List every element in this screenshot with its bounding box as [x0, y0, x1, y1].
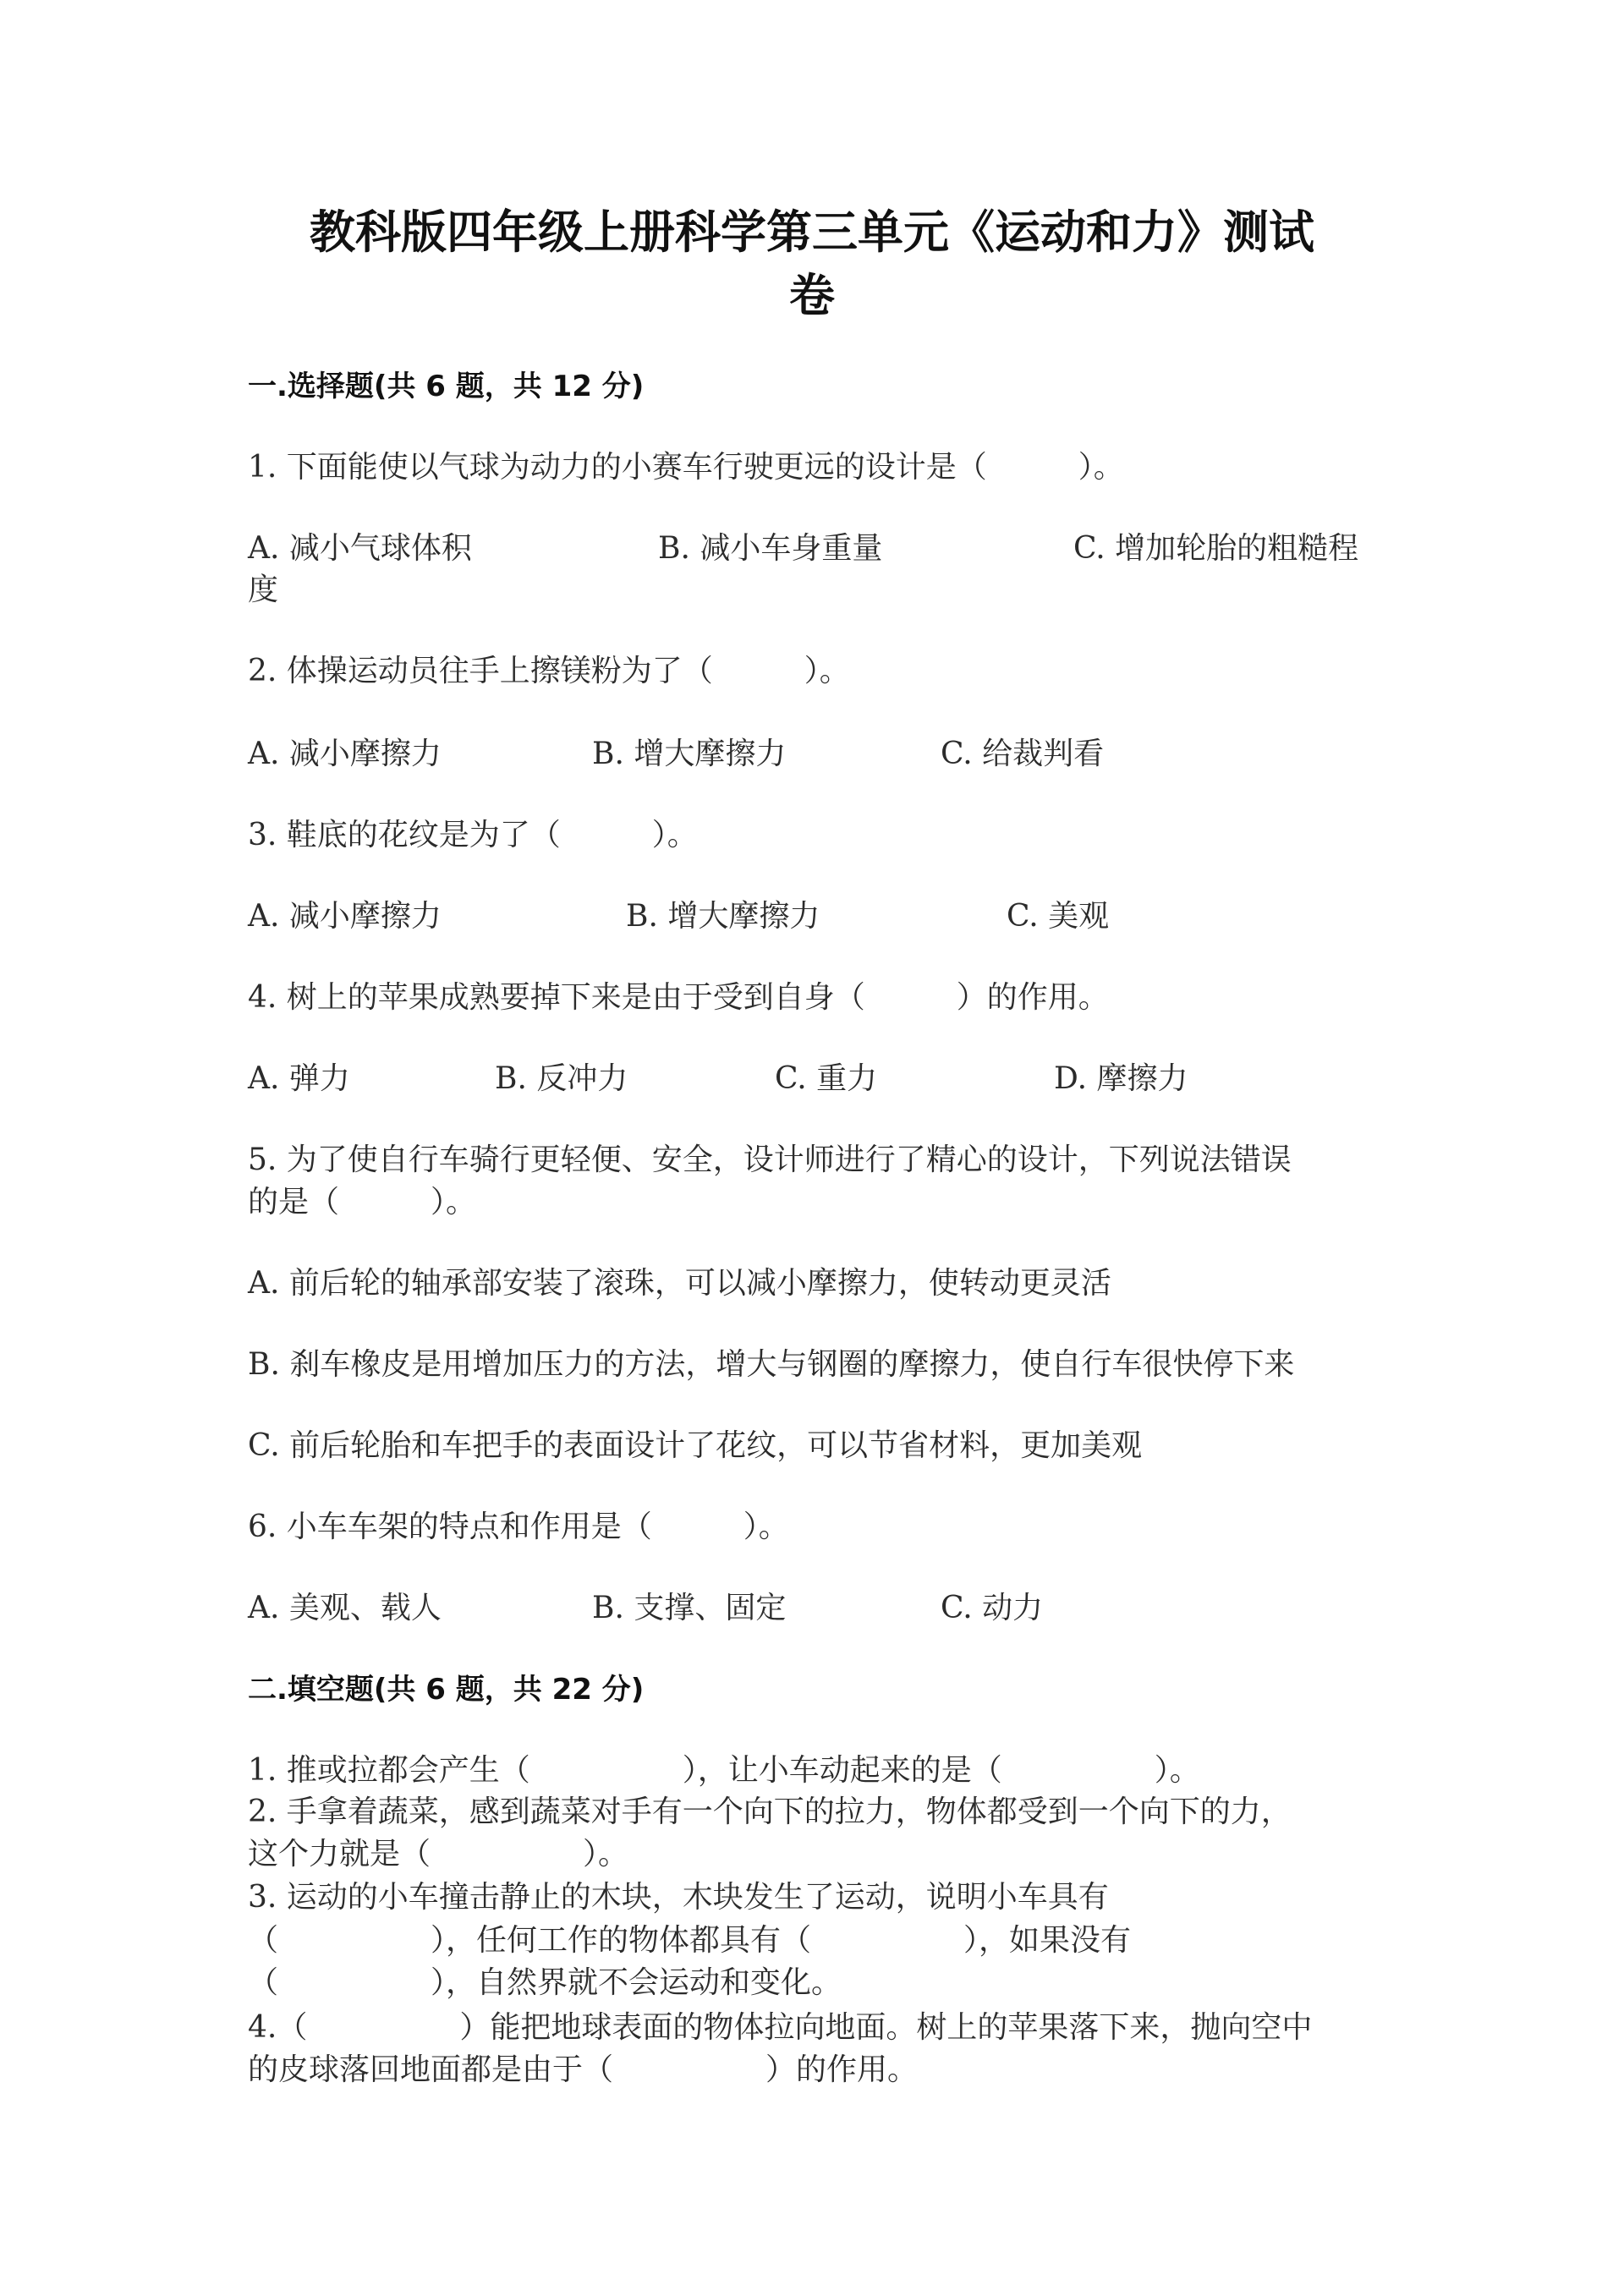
fill-line: 这个力就是（ ）。 — [248, 1837, 629, 1871]
question-6-option-a: A. 美观、载人 — [248, 1591, 442, 1625]
question-2-option-a: A. 减小摩擦力 — [248, 737, 442, 771]
question-3-option-b: B. 增大摩擦力 — [626, 899, 820, 934]
question-6-option-b: B. 支撑、固定 — [592, 1591, 787, 1625]
question-4-option-c: C. 重力 — [775, 1061, 878, 1096]
fill-line: 的皮球落回地面都是由于（ ）的作用。 — [248, 2052, 919, 2087]
fill-line: （ ），自然界就不会运动和变化。 — [248, 1965, 842, 2000]
fill-line: 1. 推或拉都会产生（ ），让小车动起来的是（ ）。 — [248, 1753, 1200, 1788]
question-5-stem-cont: 的是（ ）。 — [248, 1185, 477, 1219]
fill-line: 4.（ ）能把地球表面的物体拉向地面。树上的苹果落下来，抛向空中 — [248, 2010, 1313, 2045]
question-3-stem: 3. 鞋底的花纹是为了（ ）。 — [248, 818, 698, 852]
question-5-option-b: B. 刹车橡皮是用增加压力的方法，增大与钢圈的摩擦力，使自行车很快停下来 — [248, 1347, 1295, 1382]
question-4-option-b: B. 反冲力 — [495, 1061, 628, 1096]
question-4-option-a: A. 弹力 — [248, 1061, 350, 1096]
question-6-stem: 6. 小车车架的特点和作用是（ ）。 — [248, 1510, 789, 1544]
question-1-option-c-wrap: 度 — [248, 573, 279, 607]
question-2-option-b: B. 增大摩擦力 — [592, 737, 787, 771]
question-1-option-c: C. 增加轮胎的粗糙程 — [1073, 531, 1359, 566]
question-5-option-a: A. 前后轮的轴承部安装了滚珠，可以减小摩擦力，使转动更灵活 — [248, 1266, 1111, 1301]
exam-title-line1: 教科版四年级上册科学第三单元《运动和力》测试 — [310, 205, 1314, 259]
section-heading-fill: 二.填空题(共 6 题，共 22 分) — [248, 1673, 645, 1707]
question-3-option-c: C. 美观 — [1007, 899, 1110, 934]
section-heading-choice: 一.选择题(共 6 题，共 12 分) — [248, 370, 645, 403]
question-3-option-a: A. 减小摩擦力 — [248, 899, 442, 934]
question-6-option-c: C. 动力 — [941, 1591, 1044, 1625]
question-1-option-b: B. 减小车身重量 — [658, 531, 883, 566]
question-5-option-c: C. 前后轮胎和车把手的表面设计了花纹，可以节省材料，更加美观 — [248, 1428, 1143, 1463]
exam-title-line2: 卷 — [789, 269, 835, 322]
question-1-option-a: A. 减小气球体积 — [248, 531, 472, 566]
question-5-stem: 5. 为了使自行车骑行更轻便、安全，设计师进行了精心的设计，下列说法错误 — [248, 1143, 1292, 1177]
fill-line: （ ），任何工作的物体都具有（ ），如果没有 — [248, 1923, 1132, 1958]
fill-line: 3. 运动的小车撞击静止的木块，木块发生了运动，说明小车具有 — [248, 1880, 1109, 1915]
question-4-option-d: D. 摩擦力 — [1054, 1061, 1188, 1096]
fill-line: 2. 手拿着蔬菜，感到蔬菜对手有一个向下的拉力，物体都受到一个向下的力， — [248, 1795, 1292, 1829]
question-4-stem: 4. 树上的苹果成熟要掉下来是由于受到自身（ ）的作用。 — [248, 980, 1109, 1015]
question-2-option-c: C. 给裁判看 — [941, 737, 1105, 771]
question-1-stem: 1. 下面能使以气球为动力的小赛车行驶更远的设计是（ ）。 — [248, 450, 1124, 485]
question-2-stem: 2. 体操运动员往手上擦镁粉为了（ ）。 — [248, 654, 850, 688]
